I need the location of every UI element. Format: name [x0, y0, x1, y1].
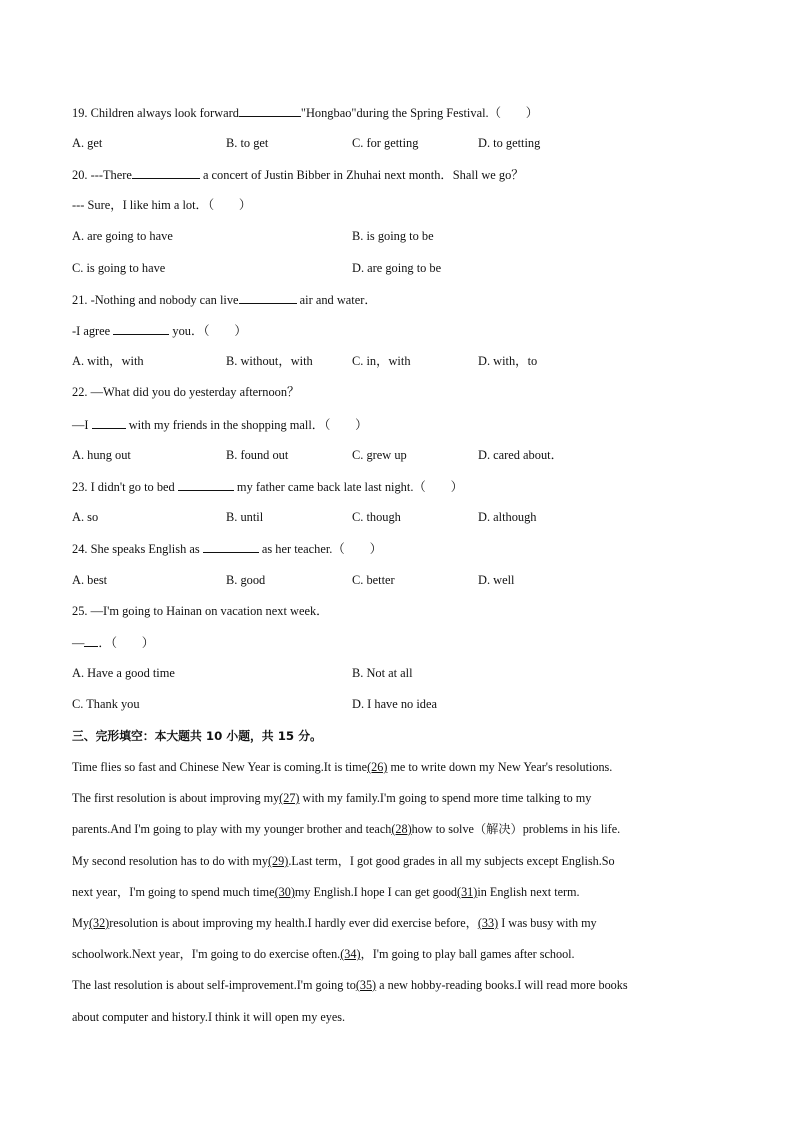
passage-text: my English.I hope I can get good	[294, 885, 458, 899]
passage-text: parents.And I'm going to play with my younger brother and teach	[72, 822, 392, 836]
question-text: my father came back late last night.（ ）	[233, 480, 463, 494]
option-a: A. with，with	[72, 354, 144, 368]
passage-text: schoolwork.Next year，I'm going to do exercise often.	[72, 947, 341, 961]
passage-text: ，I'm going to play ball games after school.	[360, 947, 575, 961]
option-b: B. good	[226, 573, 266, 587]
question-text: 24. She speaks English as	[72, 542, 203, 556]
passage-line	[72, 884, 580, 900]
question-23	[72, 478, 463, 495]
option-a: A. get	[72, 136, 103, 150]
question-text: "Hongbao"during the Spring Festival.（ ）	[300, 106, 539, 120]
option-c: C. better	[352, 573, 395, 587]
option-c: C. grew up	[352, 448, 407, 462]
passage-text: me to write down my New Year's resolutions.	[387, 760, 613, 774]
passage-text: next year，I'm going to spend much time	[72, 885, 275, 899]
question-text: —I	[72, 418, 92, 432]
question-22: 22. —What did you do yesterday afternoon？	[72, 385, 300, 399]
question-text: -I agree	[72, 324, 114, 338]
question-text: with my friends in the shopping mall．（ ）	[125, 418, 368, 432]
option-c: C. in，with	[352, 354, 411, 368]
question-text: you．（ ）	[169, 324, 247, 338]
question-text: 20. ---There	[72, 168, 132, 182]
question-20	[72, 166, 524, 183]
blank-number: (29)	[268, 854, 289, 868]
passage-text: My second resolution has to do with my	[72, 854, 268, 868]
passage-text: about computer and history.I think it will open my eyes.	[72, 1010, 346, 1024]
passage-line	[72, 1009, 345, 1025]
question-21	[72, 291, 377, 308]
option-a: A. so	[72, 510, 99, 524]
question-text: 21. -Nothing and nobody can live	[72, 293, 239, 307]
passage-text: The last resolution is about self-improvement.I'm going to	[72, 978, 356, 992]
option-d: D. cared about．	[478, 448, 563, 462]
question-20-reply: --- Sure，I like him a lot．（ ）	[72, 198, 252, 212]
option-c: C. Thank you	[72, 697, 140, 711]
answer-blank	[239, 104, 301, 117]
option-d: D. well	[478, 573, 515, 587]
option-b: B. Not at all	[352, 666, 413, 680]
option-b: B. found out	[226, 448, 289, 462]
section-heading: 三、完形填空：本大题共 10 小题，共 15 分。	[72, 729, 322, 743]
option-c: C. for getting	[352, 136, 419, 150]
option-a: A. hung out	[72, 448, 131, 462]
blank-number: (35)	[355, 978, 377, 992]
blank-number: (26)	[367, 760, 388, 774]
question-25-reply	[72, 634, 154, 651]
question-text: —	[72, 636, 85, 650]
blank-number: (31)	[457, 885, 478, 899]
option-c: C. is going to have	[72, 261, 166, 275]
blank-number: (28)	[391, 822, 412, 836]
passage-text: resolution is about improving my health.I hardly ever did exercise before，	[109, 916, 478, 930]
option-a: A. are going to have	[72, 229, 173, 243]
option-d: D. although	[478, 510, 537, 524]
question-text: as her teacher.（ ）	[258, 542, 382, 556]
blank-number: (30)	[274, 885, 295, 899]
option-d: D. I have no idea	[352, 697, 437, 711]
option-d: D. with，to	[478, 354, 538, 368]
passage-text: My	[72, 916, 89, 930]
option-a: A. best	[72, 573, 108, 587]
passage-line	[72, 946, 575, 962]
answer-blank	[84, 634, 98, 647]
blank-number: (32)	[88, 916, 110, 930]
option-a: A. Have a good time	[72, 666, 175, 680]
passage-text: with my family.I'm going to spend more time talking to my	[299, 791, 592, 805]
question-text: ．（ ）	[98, 636, 155, 650]
passage-line	[72, 759, 612, 775]
question-24	[72, 540, 382, 557]
question-22-reply	[72, 416, 368, 433]
question-text: air and water．	[296, 293, 377, 307]
passage-text: Time flies so fast and Chinese New Year is coming.It is time	[72, 760, 368, 774]
blank-number: (33)	[477, 916, 499, 930]
answer-blank	[203, 540, 259, 553]
passage-text: .Last term，I got good grades in all my subjects except English.So	[288, 854, 615, 868]
question-text: a concert of Justin Bibber in Zhuhai next month．Shall we go？	[199, 168, 524, 182]
answer-blank	[239, 291, 297, 304]
option-d: D. to getting	[478, 136, 541, 150]
option-b: B. is going to be	[352, 229, 434, 243]
passage-line	[72, 821, 620, 837]
passage-text: The first resolution is about improving my	[72, 791, 280, 805]
passage-line	[72, 915, 597, 931]
blank-number: (34)	[340, 947, 361, 961]
question-25: 25. —I'm going to Hainan on vacation next week．	[72, 604, 329, 618]
option-d: D. are going to be	[352, 261, 442, 275]
question-19	[72, 104, 538, 121]
blank-number: (27)	[279, 791, 300, 805]
answer-blank	[132, 166, 200, 179]
passage-text: a new hobby-reading books.I will read more books	[376, 978, 628, 992]
question-text: 19. Children always look forward	[72, 106, 239, 120]
passage-text: I was busy with my	[498, 916, 597, 930]
passage-text: in English next term.	[477, 885, 580, 899]
passage-line	[72, 853, 615, 869]
option-b: B. until	[226, 510, 264, 524]
option-b: B. to get	[226, 136, 269, 150]
question-text: 23. I didn't go to bed	[72, 480, 178, 494]
option-c: C. though	[352, 510, 401, 524]
passage-line	[72, 977, 628, 993]
answer-blank	[92, 416, 126, 429]
question-21-reply	[72, 322, 247, 339]
answer-blank	[178, 478, 234, 491]
option-b: B. without，with	[226, 354, 313, 368]
passage-text: how to solve（解决）problems in his life.	[411, 822, 621, 836]
passage-line	[72, 790, 591, 806]
answer-blank	[113, 322, 169, 335]
